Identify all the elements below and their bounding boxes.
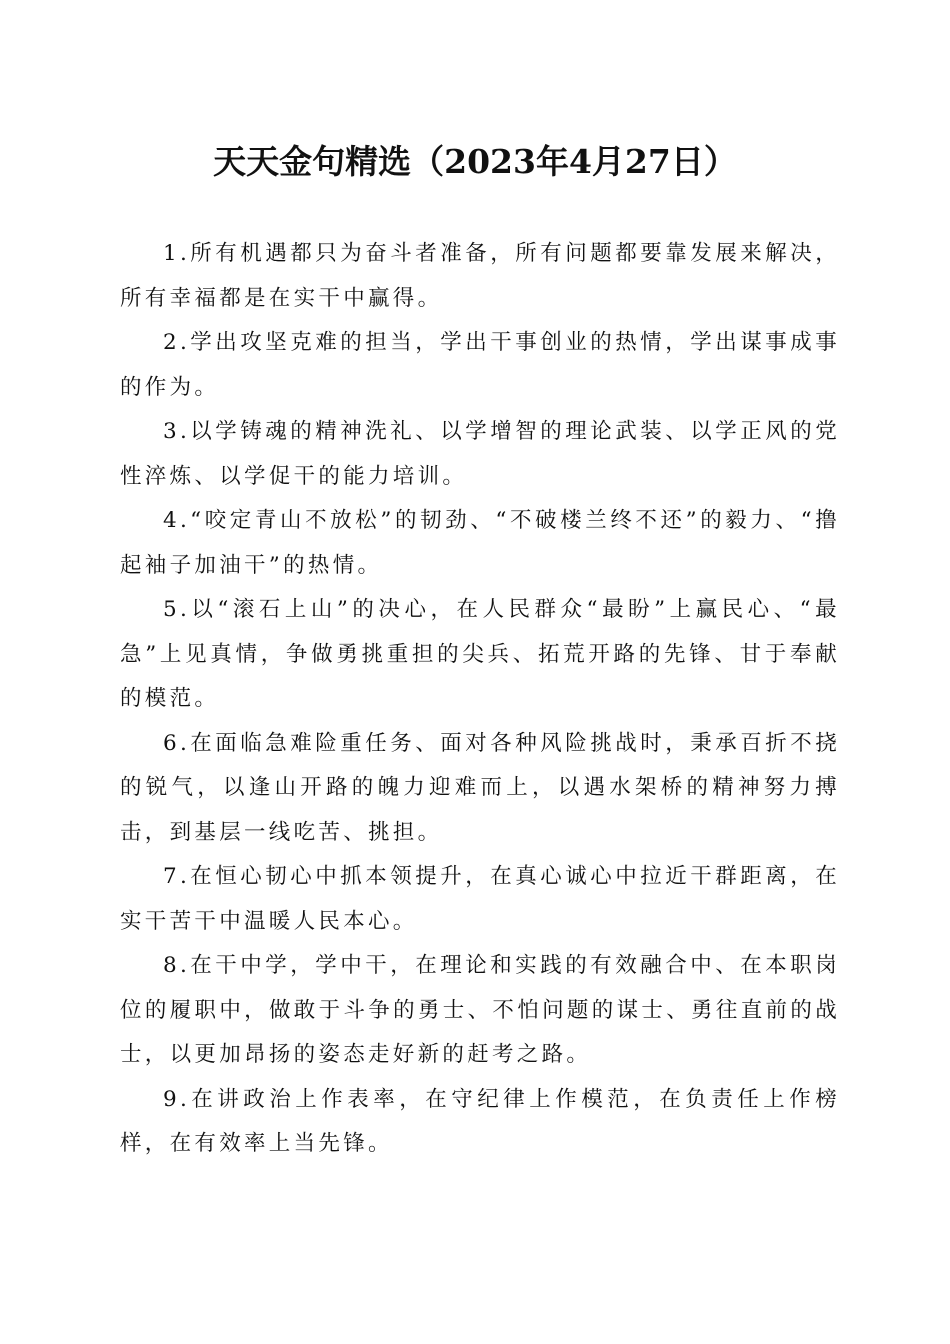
paragraph-2: 2.学出攻坚克难的担当，学出干事创业的热情，学出谋事成事的作为。: [120, 330, 840, 400]
paragraph-7: 7.在恒心韧心中抓本领提升，在真心诚心中拉近干群距离，在实干苦干中温暖人民本心。: [120, 864, 840, 934]
paragraph-5: 5.以“滚石上山”的决心，在人民群众“最盼”上赢民心、“最急”上见真情，争做勇挑重担的尖兵、拓荒开路的先锋、甘于奉献的模范。: [120, 597, 840, 711]
paragraph-9: 9.在讲政治上作表率，在守纪律上作模范，在负责任上作榜样，在有效率上当先锋。: [120, 1086, 840, 1156]
paragraph-8: 8.在干中学，学中干，在理论和实践的有效融合中、在本职岗位的履职中，做敢于斗争的勇士、不怕问题的谋士、勇往直前的战士，以更加昂扬的姿态走好新的赶考之路。: [120, 953, 840, 1067]
paragraph-6: 6.在面临急难险重任务、面对各种风险挑战时，秉承百折不挠的锐气，以逢山开路的魄力迎难而上，以遇水架桥的精神努力搏击，到基层一线吃苦、挑担。: [120, 730, 840, 845]
paragraph-1: 1.所有机遇都只为奋斗者准备，所有问题都要靠发展来解决，所有幸福都是在实干中赢得。: [120, 241, 840, 311]
paragraph-3: 3.以学铸魂的精神洗礼、以学增智的理论武装、以学正风的党性淬炼、以学促干的能力培训。: [120, 419, 840, 489]
paragraph-4: 4.“咬定青山不放松”的韧劲、“不破楼兰终不还”的毅力、“撸起袖子加油干”的热情。: [120, 508, 840, 578]
document-title: 天天金句精选（2023年4月27日）: [213, 142, 737, 181]
document-body: [120, 232, 840, 1167]
